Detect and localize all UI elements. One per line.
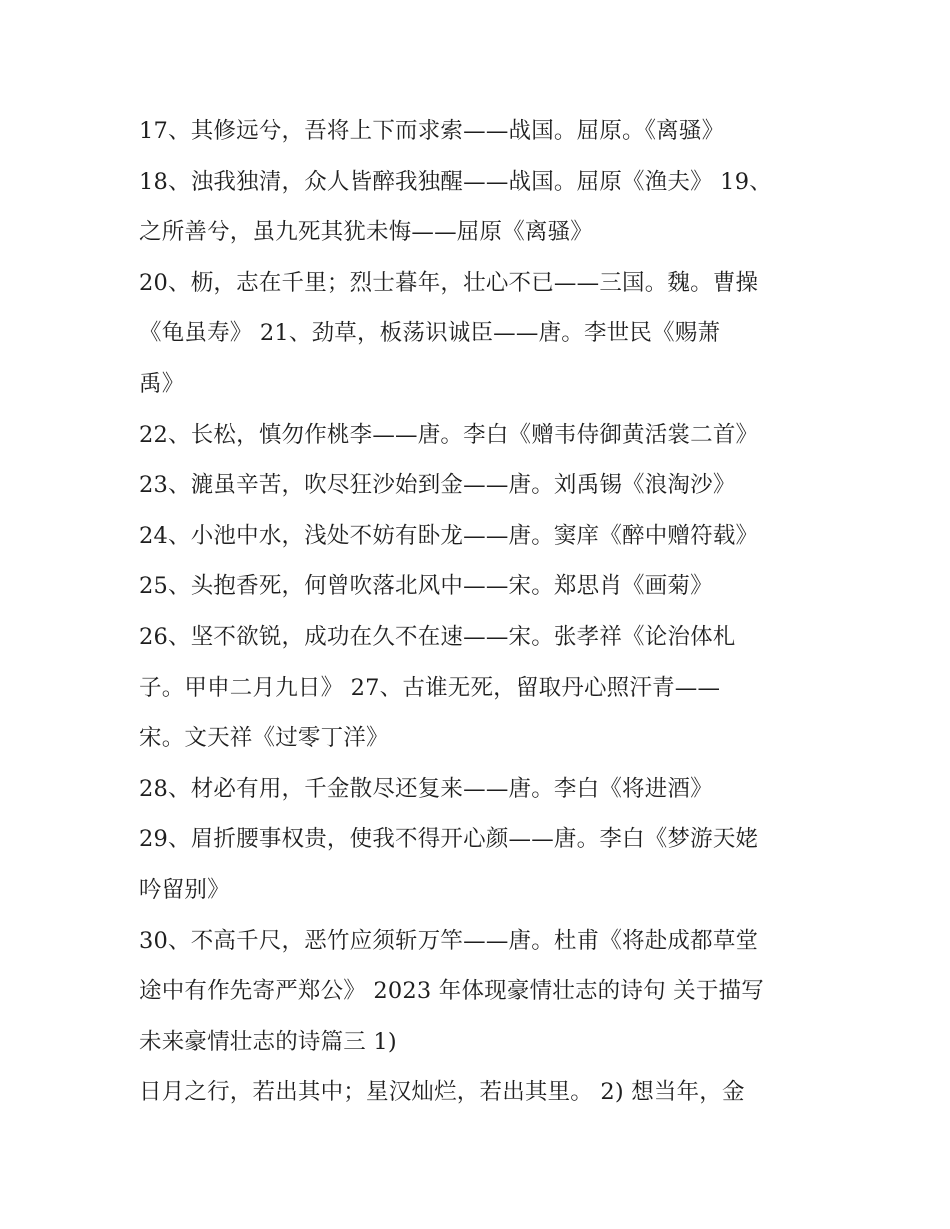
text-line: 22、长松，慎勿作桃李——唐。李白《赠韦侍御黄活裳二首》: [139, 421, 759, 448]
text-line: 宋。文天祥《过零丁洋》: [139, 725, 389, 752]
text-line: 23、漉虽辛苦，吹尽狂沙始到金——唐。刘禹锡《浪淘沙》: [139, 472, 736, 499]
text-line: 途中有作先寄严郑公》 2023 年体现豪情壮志的诗句 关于描写: [139, 978, 764, 1005]
text-line: 17、其修远兮，吾将上下而求索——战国。屈原。《离骚》: [139, 118, 725, 144]
text-line: 28、材必有用，千金散尽还复来——唐。李白《将进酒》: [139, 775, 713, 802]
text-line: 《龟虽寿》 21、劲草，板荡识诚臣——唐。李世民《赐萧: [139, 320, 721, 347]
text-line: 禹》: [139, 370, 185, 397]
text-line: 30、不高千尺，恶竹应须斩万竿——唐。杜甫《将赴成都草堂: [139, 927, 759, 954]
text-line: 之所善兮，虽九死其犹未悔——屈原《离骚》: [139, 219, 594, 246]
text-line: 未来豪情壮志的诗篇三 1): [139, 1028, 397, 1055]
text-line: 29、眉折腰事权贵，使我不得开心颜——唐。李白《梦游天姥: [139, 826, 759, 853]
text-line: 24、小池中水，浅处不妨有卧龙——唐。窦庠《醉中赠符载》: [139, 522, 759, 549]
text-line: 日月之行，若出其中；星汉灿烂，若出其里。 2) 想当年，金: [139, 1079, 745, 1106]
text-line: 子。甲申二月九日》 27、古谁无死，留取丹心照汗青——: [139, 674, 721, 701]
text-line: 26、坚不欲锐，成功在久不在速——宋。张孝祥《论治体札: [139, 623, 736, 650]
text-line: 20、枥，志在千里；烈士暮年，壮心不已——三国。魏。曹操: [139, 269, 759, 296]
text-line: 25、头抱香死，何曾吹落北风中——宋。郑思肖《画菊》: [139, 573, 713, 600]
text-line: 吟留别》: [139, 876, 230, 903]
text-body: [139, 106, 829, 1118]
text-line: 18、浊我独清，众人皆醉我独醒——战国。屈原《渔夫》 19、: [139, 168, 772, 195]
